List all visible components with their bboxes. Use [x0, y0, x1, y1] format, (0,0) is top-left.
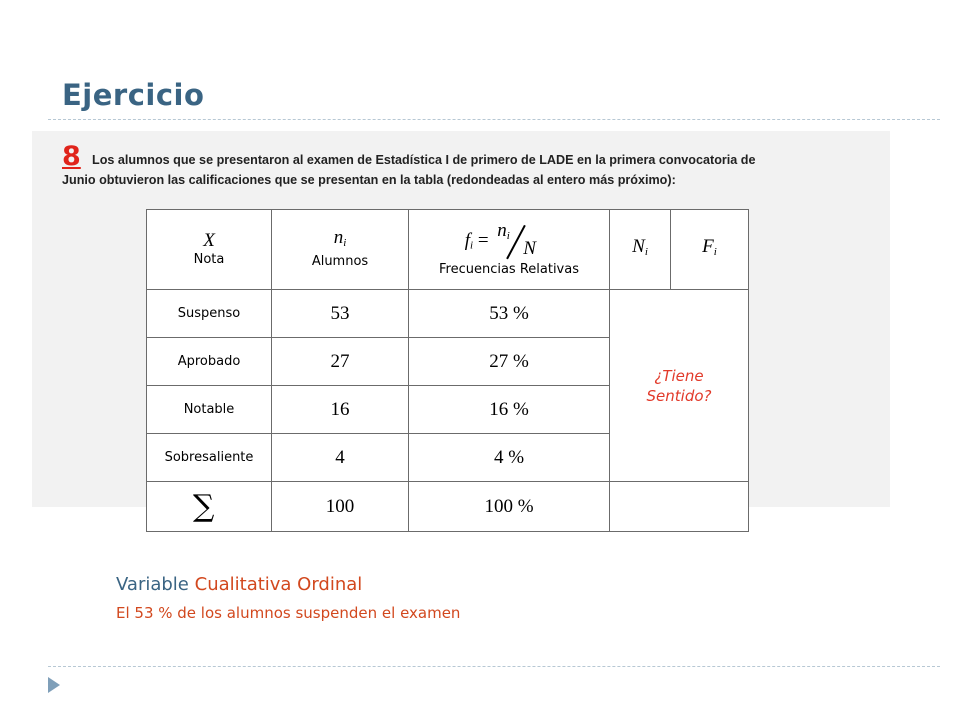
x-label: Nota: [193, 251, 225, 267]
total-empty-cell: [610, 482, 749, 532]
conclusion-line: El 53 % de los alumnos suspenden el examen: [116, 604, 461, 622]
bottom-divider: [48, 666, 940, 667]
Ni-symbol-base: N: [632, 236, 645, 257]
Fi-symbol-sub: i: [713, 246, 717, 258]
header-x: [147, 210, 272, 290]
fi-denominator: N: [523, 237, 536, 259]
Ni-symbol-sub: i: [644, 246, 648, 258]
row-ni: 27: [272, 338, 409, 386]
exercise-statement-line-1: Los alumnos que se presentaron al examen de Estadística I de primero de LADE en la primera convocatoria de: [92, 153, 756, 167]
table-header-row: [147, 210, 749, 290]
header-ni: [272, 210, 409, 290]
frequency-table: [146, 209, 749, 532]
row-ni: 4: [272, 434, 409, 482]
fi-equals: =: [477, 229, 489, 251]
fi-formula: [409, 221, 609, 261]
row-ni: 16: [272, 386, 409, 434]
table-row: [147, 290, 749, 338]
sigma-icon: ∑: [193, 489, 215, 524]
fi-label: Frecuencias Relativas: [438, 261, 579, 277]
row-fi: 16 %: [409, 386, 610, 434]
variable-prefix: Variable: [116, 574, 189, 595]
fi-lhs-sub: i: [470, 238, 474, 251]
fi-numerator-sub: i: [506, 229, 510, 242]
ni-symbol: [272, 228, 408, 253]
header-Fi: [671, 210, 749, 290]
row-fi: 27 %: [409, 338, 610, 386]
exercise-statement-line-2: Junio obtuvieron las calificaciones que se presentan en la tabla (redondeadas al entero más próximo):: [62, 173, 676, 187]
ni-symbol-base: n: [333, 227, 344, 248]
ni-symbol-sub: i: [343, 237, 347, 249]
fi-lhs: f: [464, 229, 470, 251]
slide-bullet-icon: [48, 677, 60, 693]
question-line-1: ¿Tiene: [654, 366, 704, 385]
Fi-symbol-base: F: [702, 236, 714, 257]
variable-type: Cualitativa Ordinal: [194, 574, 363, 595]
row-label: Sobresaliente: [147, 434, 272, 482]
header-Ni: [610, 210, 671, 290]
fi-numerator: [497, 221, 510, 246]
row-fi: 53 %: [409, 290, 610, 338]
row-fi: 4 %: [409, 434, 610, 482]
total-ni: 100: [272, 482, 409, 532]
slide-title: Ejercicio: [62, 78, 205, 112]
Fi-symbol: [671, 237, 748, 262]
Ni-symbol: [610, 237, 670, 262]
fi-numerator-base: n: [497, 219, 507, 241]
variable-type-line: [116, 574, 362, 595]
fi-fraction: [493, 221, 553, 261]
row-label: Aprobado: [147, 338, 272, 386]
row-label: Notable: [147, 386, 272, 434]
table-total-row: [147, 482, 749, 532]
exercise-statement: [62, 150, 862, 190]
total-label: [147, 482, 272, 532]
row-ni: 53: [272, 290, 409, 338]
question-line-2: Sentido?: [646, 386, 712, 405]
header-fi: [409, 210, 610, 290]
row-label: Suspenso: [147, 290, 272, 338]
exercise-number: 8: [62, 141, 81, 172]
cumulative-question-cell: [610, 290, 749, 482]
total-fi: 100 %: [409, 482, 610, 532]
x-symbol: X: [203, 229, 215, 251]
ni-label: Alumnos: [311, 254, 369, 269]
top-divider: [48, 119, 940, 120]
